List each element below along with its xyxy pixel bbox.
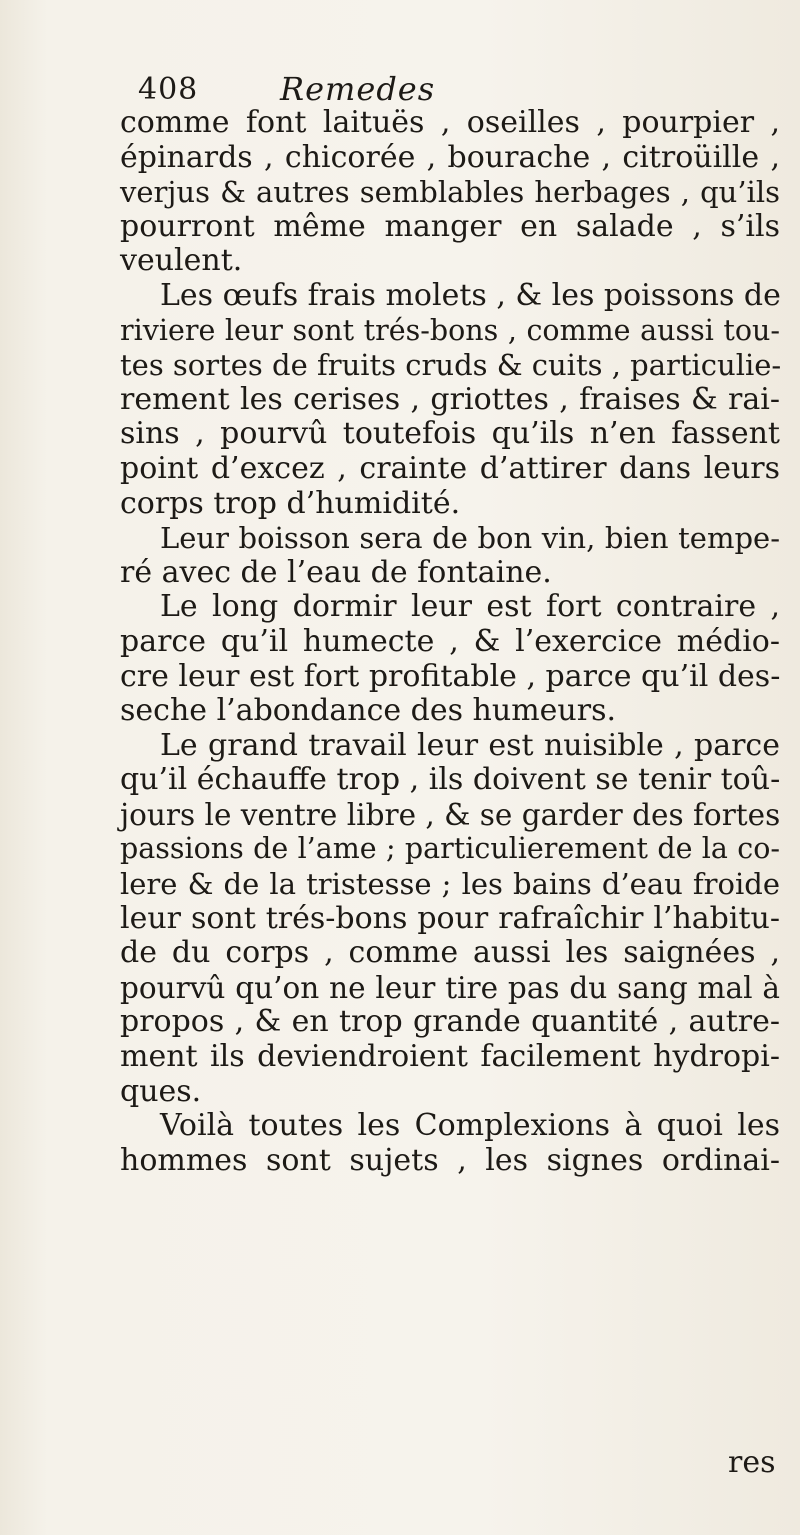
text-line: veulent. [120, 243, 243, 279]
text-line: Le long dormir leur est fort contraire , [160, 589, 780, 625]
text-line: hommes sont sujets , les signes ordinai- [120, 1142, 780, 1178]
text-line: seche l’abondance des humeurs. [120, 693, 616, 729]
text-line: ment ils deviendroient facilement hydropi- [120, 1039, 780, 1075]
text-line: Leur boisson sera de bon vin, bien tempe- [160, 521, 780, 556]
text-line: verjus & autres semblables herbages , qu’ils [120, 175, 780, 210]
text-line: tes sortes de fruits cruds & cuits , particulie- [120, 348, 782, 383]
text-line: ques. [120, 1073, 202, 1109]
text-line: propos , & en trop grande quantité , autre- [120, 1004, 780, 1040]
catchword: res [728, 1445, 776, 1480]
text-line: de du corps , comme aussi les saignées , [120, 935, 780, 971]
page-number: 408 [138, 72, 199, 107]
text-line: pourvû qu’on ne leur tire pas du sang mal à [120, 970, 780, 1005]
text-line: point d’excez , crainte d’attirer dans leurs [120, 450, 780, 486]
text-line: ré avec de l’eau de fontaine. [120, 554, 552, 590]
body-text [120, 106, 780, 1178]
text-line: Les œufs frais molets , & les poissons de [160, 277, 781, 313]
text-line: parce qu’il humecte , & l’exercice médio- [120, 623, 780, 659]
text-line: cre leur est fort profitable , parce qu’il des- [120, 658, 781, 694]
text-line: riviere leur sont trés-bons , comme aussi tou- [120, 313, 780, 347]
text-line: Le grand travail leur est nuisible , parce [160, 727, 780, 763]
text-line: comme font laituës , oseilles , pourpier , [120, 105, 780, 140]
text-line: corps trop d’humidité. [120, 485, 461, 521]
text-line: pourront même manger en salade , s’ils [120, 208, 780, 244]
text-line: qu’il échauffe trop , ils doivent se tenir toû- [120, 762, 781, 798]
text-line: lere & de la tristesse ; les bains d’eau froide [120, 867, 780, 902]
text-line: passions de l’ame ; particulierement de la co- [120, 832, 780, 866]
text-line: Voilà toutes les Complexions à quoi les [160, 1108, 780, 1144]
text-line: leur sont trés-bons pour rafraîchir l’habitu- [120, 900, 780, 936]
text-line: épinards , chicorée , bourache , citroüille , [120, 139, 780, 175]
text-line: jours le ventre libre , & se garder des fortes [120, 797, 781, 832]
running-head: Remedes [280, 70, 436, 108]
text-line: rement les cerises , griottes , fraises & rai- [120, 381, 780, 417]
text-line: sins , pourvû toutefois qu’ils n’en fassent [120, 416, 780, 452]
